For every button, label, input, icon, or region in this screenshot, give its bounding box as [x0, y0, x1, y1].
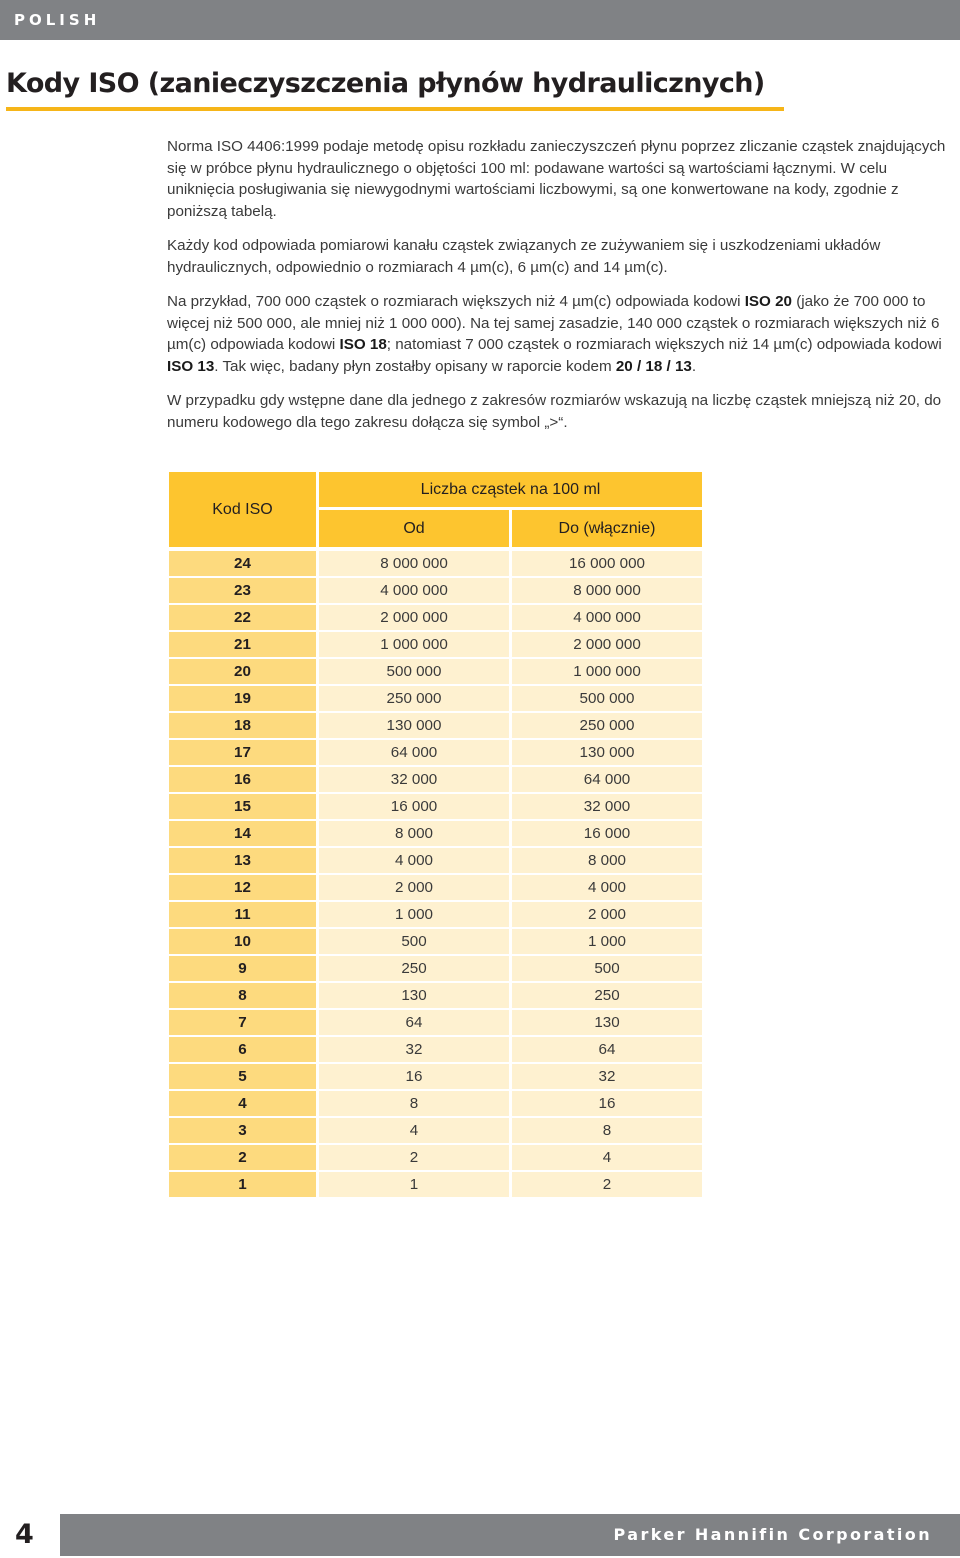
iso-code-cell: 23: [169, 576, 319, 603]
to-cell: 1 000 000: [512, 657, 702, 684]
iso-code-table: [169, 472, 702, 1197]
paragraph-2: [167, 235, 955, 278]
iso-code-cell: 14: [169, 819, 319, 846]
iso-code-cell: 13: [169, 846, 319, 873]
to-cell: 2 000 000: [512, 630, 702, 657]
table-row: [169, 576, 702, 603]
from-cell: 250 000: [319, 684, 512, 711]
to-cell: 64 000: [512, 765, 702, 792]
table-row: [169, 873, 702, 900]
from-cell: 4 000 000: [319, 576, 512, 603]
to-cell: 4 000 000: [512, 603, 702, 630]
table-row: [169, 819, 702, 846]
from-cell: 8: [319, 1089, 512, 1116]
table-row: [169, 738, 702, 765]
bold-text: ISO 20: [744, 293, 792, 310]
header-iso-code: Kod ISO: [169, 472, 319, 547]
table-row: [169, 927, 702, 954]
iso-code-cell: 15: [169, 792, 319, 819]
table-row: [169, 765, 702, 792]
iso-code-cell: 20: [169, 657, 319, 684]
table-row: [169, 1008, 702, 1035]
to-cell: 2: [512, 1170, 702, 1197]
top-banner: [0, 0, 960, 40]
from-cell: 32: [319, 1035, 512, 1062]
iso-code-cell: 9: [169, 954, 319, 981]
body-text: [167, 136, 955, 446]
table-row: [169, 981, 702, 1008]
from-cell: 16: [319, 1062, 512, 1089]
bold-text: ISO 18: [339, 336, 387, 353]
table-row: [169, 684, 702, 711]
iso-code-cell: 17: [169, 738, 319, 765]
table-row: [169, 711, 702, 738]
table-row: [169, 1170, 702, 1197]
iso-code-cell: 1: [169, 1170, 319, 1197]
header-from: Od: [319, 510, 512, 547]
text-run: .: [691, 357, 697, 375]
text-run: . Tak więc, badany płyn zostałby opisany w raporcie kodem: [214, 357, 616, 375]
from-cell: 4 000: [319, 846, 512, 873]
text-run: (jako że 700 000 to więcej niż 500 000, ale mniej niż 1 000 000). Na tej samej zasadzie, 140 000 cząstek o rozmiarach większych niż 6 µm(c) odpowiada kodowi: [167, 293, 940, 353]
from-cell: 1 000: [319, 900, 512, 927]
from-cell: 2 000 000: [319, 603, 512, 630]
text-run: ; natomiast 7 000 cząstek o rozmiarach większych niż 14 µm(c) odpowiada kodowi: [386, 336, 942, 353]
to-cell: 32: [512, 1062, 702, 1089]
to-cell: 4 000: [512, 873, 702, 900]
table-body: [169, 547, 702, 1197]
from-cell: 8 000: [319, 819, 512, 846]
text-run: Na przykład, 700 000 cząstek o rozmiarach większych niż 4 µm(c) odpowiada kodowi: [167, 293, 745, 310]
to-cell: 500 000: [512, 684, 702, 711]
iso-code-cell: 19: [169, 684, 319, 711]
footer: [0, 1514, 960, 1556]
page-number: 4: [15, 1519, 34, 1550]
from-cell: 4: [319, 1116, 512, 1143]
from-cell: 130 000: [319, 711, 512, 738]
iso-code-cell: 5: [169, 1062, 319, 1089]
iso-code-cell: 10: [169, 927, 319, 954]
to-cell: 16: [512, 1089, 702, 1116]
table-row: [169, 1089, 702, 1116]
from-cell: 32 000: [319, 765, 512, 792]
language-label: POLISH: [14, 11, 101, 29]
bold-text: ISO 13: [167, 357, 215, 375]
paragraph-1: [167, 136, 955, 222]
text-run: Norma ISO 4406:1999 podaje metodę opisu rozkładu zanieczyszczeń płynu poprzez zliczanie cząstek znajdujących się w próbce płynu hydraulicznego o objętości 100 ml: podawane wartości są wartościami łącznymi. W celu uniknięcia posługiwania się niewygodnymi wartościami liczbowymi, są one konwertowane na kody, zgodnie z poniższą tabelą.: [167, 138, 946, 220]
to-cell: 4: [512, 1143, 702, 1170]
from-cell: 500 000: [319, 657, 512, 684]
page-number-box: [3, 1514, 60, 1556]
paragraph-3: [167, 291, 955, 377]
from-cell: 1 000 000: [319, 630, 512, 657]
iso-code-cell: 11: [169, 900, 319, 927]
company-name: Parker Hannifin Corporation: [613, 1525, 932, 1544]
iso-code-cell: 4: [169, 1089, 319, 1116]
iso-code-cell: 22: [169, 603, 319, 630]
table-row: [169, 846, 702, 873]
iso-code-cell: 12: [169, 873, 319, 900]
from-cell: 2 000: [319, 873, 512, 900]
text-run: Każdy kod odpowiada pomiarowi kanału cząstek związanych ze zużywaniem się i uszkodzeniami układów hydraulicznych, odpowiednio o rozmiarach 4 µm(c), 6 µm(c) and 14 µm(c).: [167, 237, 881, 276]
from-cell: 250: [319, 954, 512, 981]
table-row: [169, 657, 702, 684]
iso-code-cell: 24: [169, 547, 319, 576]
to-cell: 1 000: [512, 927, 702, 954]
to-cell: 16 000 000: [512, 547, 702, 576]
to-cell: 64: [512, 1035, 702, 1062]
table-row: [169, 1062, 702, 1089]
table-row: [169, 630, 702, 657]
to-cell: 16 000: [512, 819, 702, 846]
from-cell: 500: [319, 927, 512, 954]
to-cell: 8 000 000: [512, 576, 702, 603]
from-cell: 64: [319, 1008, 512, 1035]
iso-code-cell: 16: [169, 765, 319, 792]
iso-code-cell: 6: [169, 1035, 319, 1062]
from-cell: 2: [319, 1143, 512, 1170]
table-row: [169, 547, 702, 576]
to-cell: 130 000: [512, 738, 702, 765]
page-title: Kody ISO (zanieczyszczenia płynów hydraulicznych): [6, 68, 765, 99]
to-cell: 8: [512, 1116, 702, 1143]
iso-code-cell: 3: [169, 1116, 319, 1143]
from-cell: 130: [319, 981, 512, 1008]
from-cell: 8 000 000: [319, 547, 512, 576]
header-to: Do (włącznie): [512, 510, 702, 547]
table-row: [169, 792, 702, 819]
to-cell: 8 000: [512, 846, 702, 873]
to-cell: 130: [512, 1008, 702, 1035]
from-cell: 16 000: [319, 792, 512, 819]
iso-code-cell: 21: [169, 630, 319, 657]
to-cell: 500: [512, 954, 702, 981]
table-row: [169, 1143, 702, 1170]
bold-text: 20 / 18 / 13: [615, 357, 692, 375]
title-underline: [6, 107, 784, 111]
table-row: [169, 954, 702, 981]
table-row: [169, 900, 702, 927]
footer-bar: [60, 1514, 960, 1556]
iso-code-cell: 18: [169, 711, 319, 738]
iso-code-cell: 8: [169, 981, 319, 1008]
table-row: [169, 1035, 702, 1062]
from-cell: 64 000: [319, 738, 512, 765]
to-cell: 2 000: [512, 900, 702, 927]
table-row: [169, 1116, 702, 1143]
iso-code-cell: 2: [169, 1143, 319, 1170]
to-cell: 32 000: [512, 792, 702, 819]
to-cell: 250 000: [512, 711, 702, 738]
text-run: W przypadku gdy wstępne dane dla jednego z zakresów rozmiarów wskazują na liczbę cząstek mniejszą niż 20, do numeru kodowego dla tego zakresu dołącza się symbol „>“.: [167, 392, 942, 431]
to-cell: 250: [512, 981, 702, 1008]
from-cell: 1: [319, 1170, 512, 1197]
header-particle-count: Liczba cząstek na 100 ml: [319, 472, 702, 510]
table-row: [169, 603, 702, 630]
iso-code-cell: 7: [169, 1008, 319, 1035]
paragraph-4: [167, 390, 955, 433]
